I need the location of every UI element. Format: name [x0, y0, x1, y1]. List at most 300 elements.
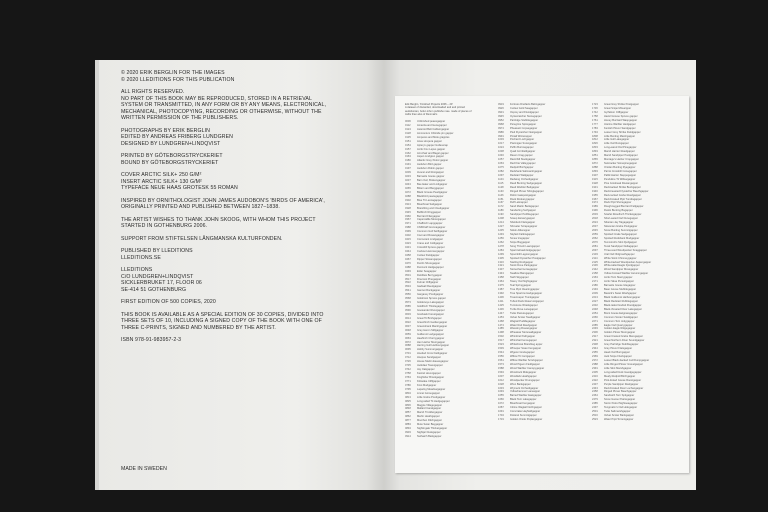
index-title: Rustic Bunting Bogapper [604, 209, 633, 213]
index-number: 1017 [498, 142, 504, 146]
index-title: Ural Owl Oldgrowthgapper [604, 252, 635, 256]
index-number: 0857 [405, 411, 411, 415]
index-number: 2266 [592, 315, 598, 319]
index-number: 2369 [592, 355, 598, 358]
index-number: 0688 [405, 344, 411, 348]
index-number: 0302 [405, 198, 411, 202]
index-title: Pallid Harrier Steppegapper [604, 173, 637, 177]
index-number: 1063 [498, 162, 504, 166]
index-number: 0648 [405, 328, 411, 332]
index-title: Knot Mudgapper [417, 383, 437, 387]
index-number: 0914 [405, 435, 411, 438]
index-number: 1736 [592, 106, 598, 110]
index-number: 0388 [405, 226, 411, 230]
index-number: 1305 [498, 256, 504, 260]
index-number: 2338 [592, 343, 598, 347]
index-title: Anas strepera gapper [417, 139, 442, 143]
index-number: 0541 [405, 289, 411, 293]
index-number: 0402 [405, 234, 411, 238]
index-number: 1974 [592, 201, 598, 205]
index-number: 1719 [498, 418, 504, 421]
colophon-line: THIS BOOK IS AVAILABLE AS A SPECIAL EDITION OF 30 COPIES, DIVIDED INTO [121, 311, 324, 318]
index-title: Montagu's Harrier Cropgapper [604, 158, 639, 162]
support-block [121, 236, 381, 243]
index-number: 0399 [405, 230, 411, 234]
index-number: 2479 [592, 398, 598, 402]
index-number: 2142 [592, 268, 598, 272]
index-number: 1115 [498, 181, 504, 185]
index-number: 1249 [498, 232, 504, 236]
index-number: 1075 [498, 166, 504, 169]
index-title: Black-tailed Godwit Floodgapper [604, 303, 642, 307]
index-title: Spotted Flycatcher Postgapper [510, 256, 546, 260]
index-title: Red Kite Valleygapper [510, 162, 536, 166]
index-number: 2501 [592, 410, 598, 414]
index-title: Great Northern Diver Soundgapper [604, 339, 645, 343]
index-number: 2171 [592, 280, 598, 284]
index-number: 0522 [405, 281, 411, 285]
index-number: 0180 [405, 159, 411, 163]
index-title: Corncrake Hayfieldgapper [510, 410, 541, 414]
index-title: Bluethroat Saltgapper [417, 202, 443, 206]
index-title: Short-eared Owl Dunegapper [604, 217, 638, 221]
index-number: 1758 [592, 114, 598, 118]
index-title: Marsh Tit Aldergapper [417, 411, 443, 415]
index-title: Red-throated Pipit Tundragapper [604, 197, 642, 201]
index-number: 0919 [498, 103, 504, 106]
index-title: Chaffinch Lappgapper [417, 222, 443, 226]
colophon-line: ORIGINALLY PRINTED AND PUBLISHED BETWEEN 1827–1838. [121, 204, 280, 210]
index-title: Firecrest Pinegapper [417, 277, 442, 281]
index-title: Dunnock Hedgegapper [417, 265, 444, 269]
colophon-line: BOUND BY GÖTEBORGSTRYCKERIET [121, 159, 219, 166]
index-title: Snow Goose Prairiegapper [604, 398, 636, 402]
index-number: 0825 [405, 399, 411, 403]
index-number: 1082 [498, 169, 504, 173]
colophon-line: DESIGNED BY LUNDGREN+LINDQVIST [121, 140, 221, 147]
colophon-line: FIRST EDITION OF 500 COPIES, 2020 [121, 299, 216, 305]
index-number: 1888 [592, 166, 598, 169]
index-number: 1447 [498, 311, 504, 315]
index-number: 1057 [498, 158, 504, 162]
index-number: 2018 [592, 217, 598, 221]
index-title: Goldcrest Spruce gapper [417, 297, 446, 301]
index-title: Ammonium Chloride pin gapper [417, 131, 454, 135]
index-number: 1128 [498, 185, 504, 189]
index-title: Tree Pipit Clearinggapper [510, 288, 540, 292]
index-title: Little Owl Ruingapper [604, 142, 629, 146]
index-number: 1556 [498, 355, 504, 358]
thanks-block [121, 217, 381, 230]
index-title: Pheasant Copsegapper [510, 126, 538, 130]
index-number: 0813 [405, 395, 411, 399]
address-block [121, 267, 381, 293]
index-title: Willow Tit Carrgapper [510, 355, 535, 358]
index-number: 0991 [498, 134, 504, 138]
index-number: 1523 [498, 343, 504, 347]
index-title: Water Pipit Torrentgapper [604, 418, 634, 421]
index-title: Wryneck Orchardgapper [510, 386, 539, 390]
insert-intro-line: trellis than also of Renmak's [405, 113, 438, 117]
index-number: 0735 [405, 364, 411, 368]
index-number: 1316 [498, 260, 504, 264]
index-title: White-backed Woodpecker Aspengapper [604, 260, 652, 264]
index-title: Amanita and Genegapper [417, 123, 447, 127]
index-title: Osprey and Floodgapper [510, 110, 539, 114]
index-title: Marsh Sandpiper Poolgapper [604, 154, 638, 158]
index-title: Arctic Skua Pursuitgapper [604, 280, 634, 284]
index-number: 1723 [592, 103, 598, 106]
index-number: 1996 [592, 209, 598, 213]
colophon-line: NO PART OF THIS BOOK MAY BE REPRODUCED, STORED IN A RETRIEVAL [121, 95, 312, 102]
index-title: Greenfinch Gardengapper [417, 320, 448, 324]
colophon-line: THREE C-PRINTS, SIGNED AND NUMBERED BY THE ARTIST. [121, 324, 276, 331]
index-title: Ringed Plover Beachgapper [604, 390, 637, 394]
index-number: 0712 [405, 356, 411, 360]
index-title: Crossbill Spruce gapper [417, 246, 445, 249]
index-number: 1046 [498, 154, 504, 158]
left-page [95, 60, 384, 490]
index-title: Tree Sparrow Hedgegapper [510, 292, 543, 295]
index-number: 1024 [498, 146, 504, 150]
index-title: Mute Swan Baygapper [417, 423, 444, 427]
index-title: Purple Sandpiper Reefgapper [604, 382, 639, 386]
colophon-line: SE-414 51 GOTHENBURG [121, 286, 187, 293]
index-number: 1387 [498, 288, 504, 292]
index-number: 0590 [405, 309, 411, 312]
index-number: 0903 [405, 431, 411, 435]
index-title: Gadwall Reedgapper [417, 285, 442, 289]
index-title: Hooded Crow Fieldgapper [417, 352, 448, 356]
index-number: 1214 [498, 221, 504, 225]
index-title: Fortress Dreifacts Bahngapper [510, 103, 546, 106]
index-title: Song Thrush Lawngapper [510, 244, 540, 248]
index-title: Dipper Streamgapper [417, 257, 442, 261]
index-title: Unfinished peacegapper [417, 120, 446, 123]
index-title: Oystercatcher Stonegapper [510, 114, 542, 118]
index-number: 1038 [498, 150, 504, 154]
index-number: 0926 [498, 106, 504, 110]
index-number: 1907 [592, 173, 598, 177]
index-title: Armchair and Bagel gapper [417, 151, 449, 155]
index-number: 2209 [592, 292, 598, 295]
index-title: Ortolan Bunting Ryegapper [604, 166, 636, 169]
index-number: 0968 [498, 122, 504, 126]
colophon-line: COVER ARCTIC SILK+ 250 G/M² [121, 172, 202, 178]
index-title: Golden Eagle Ridgegapper [604, 327, 636, 331]
insert-intro-line: audubonian, bolun infum publishe mae. made of pieces of [405, 109, 472, 113]
index-title: White-tailed Eagle Fjordgapper [604, 264, 640, 268]
index-title: Red-throated Diver Lochangapper [604, 386, 644, 390]
index-title: Buzzard Fliergapper [417, 214, 441, 218]
index-title: Goldeneye Lakegapper [417, 301, 444, 305]
index-title: Great Crested Grebe Meregapper [604, 335, 643, 339]
index-number: 1364 [498, 280, 504, 284]
index-number: 2213 [592, 295, 598, 299]
colophon-line: SYSTEM OR TRANSMITTED, IN ANY FORM OR BY ANY MEANS, ELECTRONICAL, [121, 102, 327, 108]
copyright-block [121, 70, 381, 83]
index-number: 0313 [405, 202, 411, 206]
index-title: Lapwing Meadowgapper [417, 387, 446, 391]
index-number: 2003 [592, 213, 598, 217]
index-number: 0197 [405, 167, 411, 171]
index-title: Barn Owl, Brokengapper [417, 179, 446, 183]
index-title: Black Redstart Rubblegapper [604, 299, 638, 303]
index-title: Jay Oakgapper [417, 368, 435, 372]
index-title: Garganey Pondgapper [417, 293, 444, 297]
index-title: Reed Warbler Bedgapper [510, 185, 540, 189]
index-number: 1172 [498, 205, 504, 209]
index-number: 1485 [498, 327, 504, 331]
index-title: Herring Gull Harbourgapper [417, 344, 450, 348]
index-title: Yellow-browed Warbler Autumngapper [604, 272, 649, 276]
index-title: Barred Warbler Eastgapper [510, 394, 542, 398]
index-number: 0556 [405, 293, 411, 297]
index-title: Redshank Saltmarshgapper [510, 169, 543, 173]
index-title: Curlew Gold Seagapper [510, 106, 538, 110]
index-title: Atlantic Grey Petrel gapper [417, 159, 449, 163]
index-number: 1411 [498, 299, 504, 303]
index-number: 0771 [405, 379, 411, 383]
index-number: 0243 [405, 183, 411, 186]
index-number: 1299 [498, 252, 504, 256]
index-number: 1672 [498, 402, 504, 406]
index-number: 0191 [405, 163, 411, 167]
index-title: Nuthatch Barkgapper [417, 435, 442, 438]
index-number: 1704 [498, 414, 504, 418]
index-number: 2293 [592, 327, 598, 331]
index-number: 1967 [592, 197, 598, 201]
index-title: Golden Plover Moorgapper [604, 331, 636, 335]
index-title: Rock Pipit Shoregapper [604, 201, 632, 205]
index-number: 1628 [498, 382, 504, 386]
index-title: Audubon Robin gapper [417, 167, 444, 171]
index-number: 1742 [592, 110, 598, 114]
index-number: 0952 [498, 118, 504, 122]
rights-block [121, 89, 381, 122]
index-title: Great Tit Birchgapper [417, 316, 442, 320]
index-title: Little Gull Lakegapper [604, 138, 630, 142]
index-number: 0162 [405, 151, 411, 155]
index-title: Tawny Owl Nightgapper [510, 280, 538, 284]
isbn-block [121, 337, 381, 344]
colophon-line: ISBN 978-91-983957-2-3 [121, 337, 182, 343]
index-number: 1687 [498, 406, 504, 410]
index-title: Hoopoe Sandgapper [417, 356, 441, 360]
index-title: Linnet Gorsegapper [417, 391, 440, 395]
index-number: 1594 [498, 370, 504, 374]
index-title: Little Grebe Pondgapper [417, 395, 446, 399]
index-number: 0786 [405, 383, 411, 387]
index-number: 0444 [405, 249, 411, 253]
index-title: Barnacle Goose gapper [417, 175, 445, 179]
index-number: 0135 [405, 135, 411, 139]
index-number: 1607 [498, 374, 504, 378]
index-title: Peregrine Spiregapper [510, 122, 537, 126]
index-number: 0603 [405, 312, 411, 316]
index-number: 0367 [405, 218, 411, 222]
index-number: 1375 [498, 284, 504, 288]
index-title: Nightjar Duskgapper [417, 431, 441, 435]
index-title: Tengmalm's Owl Holegapper [604, 406, 638, 410]
index-number: 2114 [592, 256, 598, 260]
index-number: 0493 [405, 269, 411, 273]
index-number: 1761 [592, 118, 598, 122]
index-title: Blue Tit Lannagapper [417, 198, 442, 202]
index-title: Moorhen Ditchgapper [417, 419, 442, 423]
index-title: Golden Oriole Poplargapper [510, 418, 543, 421]
index-title: Willow Warbler Scrubgapper [510, 358, 543, 362]
index-number: 2306 [592, 331, 598, 335]
index-title: Greenshank Marshgapper [417, 324, 448, 328]
index-title: Kingfisher Brookgapper [417, 375, 445, 379]
index-number: 2443 [592, 386, 598, 390]
index-title: Pink-footed Goose Roostgapper [604, 378, 642, 382]
index-title: Hawk Owl Burngapper [604, 351, 630, 355]
index-title: Mallard Canalgapper [417, 407, 442, 411]
index-number: 2405 [592, 370, 598, 374]
index-number: 0573 [405, 301, 411, 305]
colophon [121, 70, 381, 350]
index-title: Quail Cornfieldgapper [510, 150, 536, 154]
index-number: 1808 [592, 134, 598, 138]
index-number: 1826 [592, 142, 598, 146]
index-title: Black Tern Lakegapper [510, 398, 537, 402]
index-title: Swallow Barngapper [510, 272, 534, 276]
index-number: 2437 [592, 382, 598, 386]
index-number: 2194 [592, 288, 598, 292]
index-title: Common Scoter Swellgapper [604, 315, 638, 319]
index-title: Fieldfare Berrygapper [417, 273, 443, 277]
index-title: Long-tailed Duck Iceedgegapper [604, 370, 642, 374]
index-number: 2458 [592, 390, 598, 394]
index-number: 1872 [592, 162, 598, 166]
index-number: 1666 [498, 398, 504, 402]
index-title: Kestrel Hovergapper [417, 372, 441, 375]
insert-intro-line: A dataset of discarded, downloaded and and printed [405, 106, 465, 110]
index-title: Bean Goose Stubblegapper [604, 288, 637, 292]
index-title: Hawfinch Cherrygapper [417, 336, 445, 340]
index-title: Rook Rookerygapper [510, 197, 535, 201]
index-number: 2125 [592, 260, 598, 264]
index-title: Siberian Jay Taigagapper [604, 221, 634, 225]
index-title: Audubon Bird gapper [417, 163, 442, 167]
index-title: Lesser Black-backed Gull Dumpgapper [604, 358, 650, 362]
index-title: Nightingale Thicketgapper [417, 427, 448, 431]
index-title: Goshawk Forestgapper [417, 312, 444, 316]
index-title: Reed Bunting Sedgegapper [510, 181, 543, 185]
index-number: 1865 [592, 158, 598, 162]
index-title: Snow Bunting Summitgapper [604, 229, 638, 232]
index-number: 1928 [592, 181, 598, 185]
index-number: 1612 [498, 378, 504, 382]
index-number: 0488 [405, 265, 411, 269]
index-title: Bewick's Swan Washgapper [604, 292, 637, 295]
index-number: 1256 [498, 236, 504, 240]
index-number: 2388 [592, 362, 598, 366]
index-title: Jackdaw Towergapper [417, 364, 443, 368]
index-number: 1278 [498, 244, 504, 248]
index-number: 2355 [592, 351, 598, 355]
index-number: 2464 [592, 394, 598, 398]
index-number: 1777 [592, 122, 598, 126]
index-title: Ptarmigan Snowgapper [510, 142, 538, 146]
index-title: Redpoll Birchgapper [510, 166, 534, 169]
index-number: 1655 [498, 394, 504, 398]
colophon-line: © 2020 LLEDITIONS FOR THIS PUBLICATION [121, 76, 235, 83]
index-number: 0742 [405, 368, 411, 372]
index-title: Razorbill Stackgapper [510, 158, 536, 162]
index-number: 1955 [592, 193, 598, 197]
index-title: Coot and Rowangapper [417, 234, 445, 238]
index-number: 0701 [405, 352, 411, 356]
index-title: Hobby Summergapper [417, 348, 444, 352]
index-title: Scaup Estuarygapper [510, 217, 535, 221]
index-number: 0345 [405, 210, 411, 214]
index-title: Penduline Tit Willowgapper [604, 177, 636, 181]
index-number: 1003 [498, 138, 504, 142]
index-title: Common Tern Jettygapper [604, 319, 635, 323]
index-number: 1358 [498, 276, 504, 280]
index-number: 2103 [592, 252, 598, 256]
index-number: 2186 [592, 284, 598, 288]
index-number: 1502 [498, 335, 504, 339]
index-title: Dunlin Shoregapper [417, 261, 441, 265]
index-title: Spoonbill Lagoongapper [510, 252, 539, 256]
index-number: 0986 [498, 130, 504, 134]
index-title: Brambling and Cloudgapper [417, 206, 450, 210]
index-number: 0476 [405, 261, 411, 265]
special-edition-block [121, 312, 381, 332]
index-title: Hen Harrier Moorgapper [417, 340, 446, 344]
index-number: 0458 [405, 253, 411, 257]
index-number: 2372 [592, 358, 598, 362]
index-number: 1133 [498, 189, 504, 193]
index-number: 0795 [405, 387, 411, 391]
index-number: 2248 [592, 307, 598, 311]
index-number: 0415 [405, 238, 411, 242]
index-number: 2516 [592, 414, 598, 418]
index-number: 2391 [592, 366, 598, 370]
index-title: Wood Warbler Canopygapper [510, 366, 545, 370]
index-title: Red-backed Shrike Bushgapper [604, 185, 641, 189]
index-number: 1227 [498, 225, 504, 229]
index-number: 2344 [592, 347, 598, 351]
index-number: 1561 [498, 358, 504, 362]
index-number: 0534 [405, 285, 411, 289]
index-number: 0431 [405, 246, 411, 249]
index-title: Terek Sandpiper Deltagapper [604, 244, 638, 248]
index-number: 1691 [498, 410, 504, 414]
index-title: Jack Snipe Flushgapper [604, 355, 632, 358]
index-title: Arctic Fox Lepus gapper [417, 147, 446, 151]
index-title: Spotted Redshank Mudgapper [604, 236, 640, 240]
index-title: Storm Petrel Nightseagapper [604, 402, 638, 406]
index-title: Raven Crag gapper [510, 154, 533, 158]
index-title: House Martin Eavesgapper [417, 360, 449, 364]
index-number: 0695 [405, 348, 411, 352]
index-title: Starling Roofgapper [510, 260, 534, 264]
index-title: Twite Pasturegapper [510, 311, 534, 315]
colophon-line: C/O LUNDGREN+LINDQVIST [121, 273, 194, 280]
index-number: 0517 [405, 277, 411, 281]
index-number: 0272 [405, 190, 411, 194]
index-title: Arctic Tern Skerrygapper [604, 276, 633, 280]
index-title: Nutcracker Stonepinegapper [604, 162, 638, 166]
index-number: 0763 [405, 375, 411, 379]
index-title: Cuckoo Hammergapper [417, 249, 445, 253]
index-number: 1851 [592, 154, 598, 158]
